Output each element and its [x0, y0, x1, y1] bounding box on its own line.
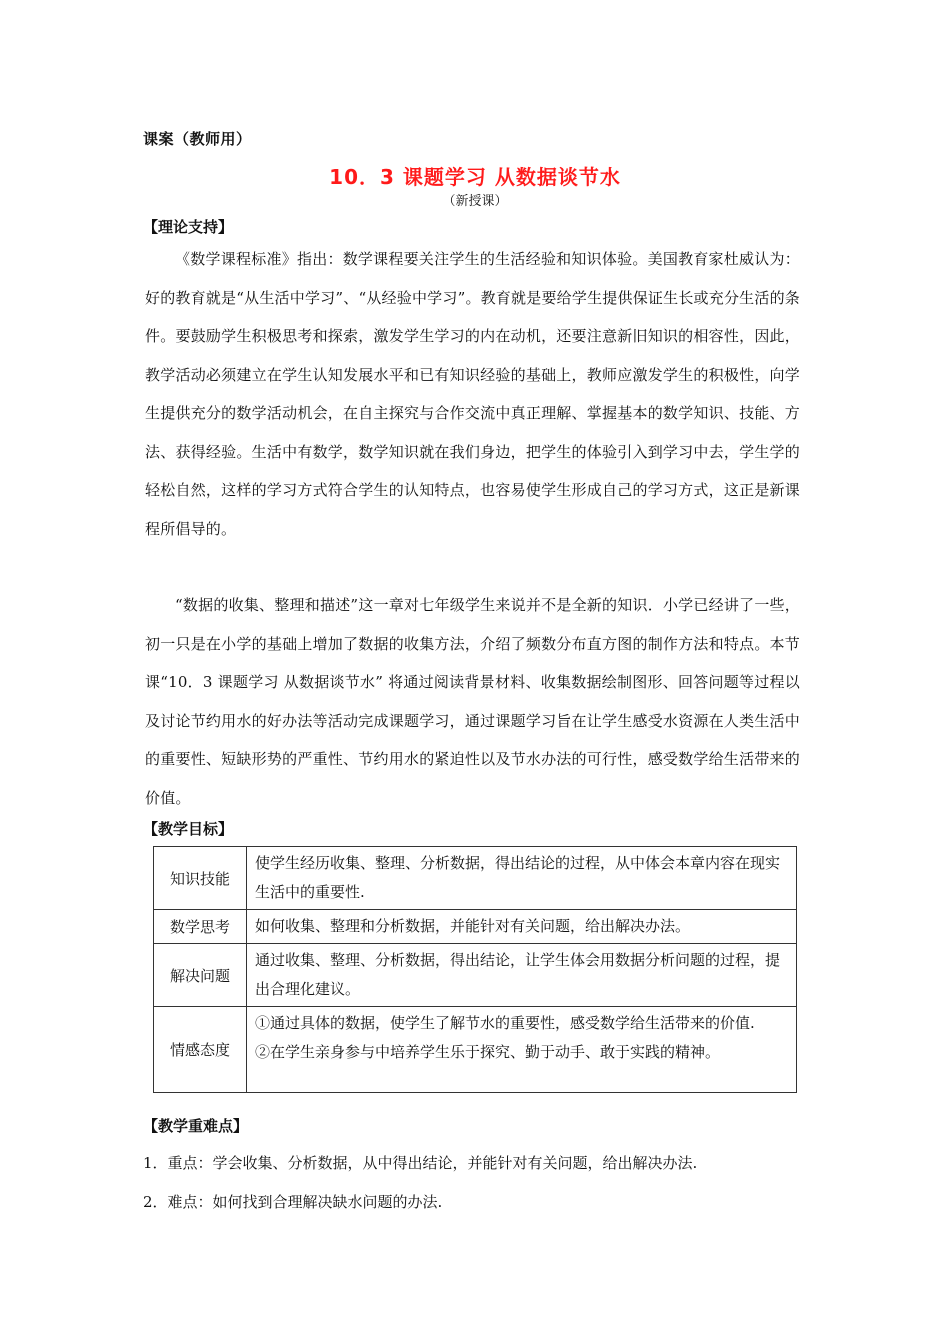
table-row: [154, 910, 797, 944]
goals-table: [153, 846, 797, 1093]
goal-description-line-2: ②在学生亲身参与中培养学生乐于探究、勤于动手、敢于实践的精神。: [255, 1043, 721, 1061]
goal-description: 如何收集、整理和分析数据，并能针对有关问题，给出解决办法。: [247, 910, 797, 944]
keypoint-item: 2．难点：如何找到合理解决缺水问题的办法.: [143, 1193, 443, 1211]
theory-paragraph-1: 《数学课程标准》指出：数学课程要关注学生的生活经验和知识体验。美国教育家杜威认为：好的教育就是“从生活中学习”、“从经验中学习”。教育就是要给学生提供保证生长或充分生活的条件。要鼓励学生积极思考和探索，激发学生学习的内在动机，还要注意新旧知识的相容性，因此，教学活动必须建立在学生认知发展水平和已有知识经验的基础上，教师应激发学生的积极性，向学生提供充分的数学活动机会，在自主探究与合作交流中真正理解、掌握基本的数学知识、技能、方法、获得经验。生活中有数学，数学知识就在我们身边，把学生的体验引入到学习中去，学生学的轻松自然，这样的学习方式符合学生的认知特点，也容易使学生形成自己的学习方式，这正是新课程所倡导的。: [145, 250, 800, 538]
goal-description: [247, 1007, 797, 1093]
table-row: [154, 847, 797, 910]
page-subtitle: （新授课）: [442, 194, 508, 209]
goal-description: 通过收集、整理、分析数据，得出结论，让学生体会用数据分析问题的过程，提出合理化建议。: [247, 944, 797, 1007]
page-title: 10．3 课题学习 从数据谈节水: [329, 165, 621, 189]
section-heading-goals: 【教学目标】: [143, 820, 234, 838]
section-heading-theory: 【理论支持】: [143, 218, 234, 236]
header-label: 课案（教师用）: [143, 130, 252, 148]
goal-category: 解决问题: [154, 944, 247, 1007]
goal-category: 数学思考: [154, 910, 247, 944]
goal-category: 知识技能: [154, 847, 247, 910]
table-row: [154, 1007, 797, 1093]
section-heading-keypoints: 【教学重难点】: [143, 1117, 249, 1135]
keypoint-item: 1．重点：学会收集、分析数据，从中得出结论，并能针对有关问题，给出解决办法.: [143, 1154, 698, 1172]
goal-category: 情感态度: [154, 1007, 247, 1093]
theory-paragraph-2: “数据的收集、整理和描述”这一章对七年级学生来说并不是全新的知识．小学已经讲了一些，初一只是在小学的基础上增加了数据的收集方法，介绍了频数分布直方图的制作方法和特点。本节课“10．3 课题学习 从数据谈节水” 将通过阅读背景材料、收集数据绘制图形、回答问题等过程以及讨论节约用水的好办法等活动完成课题学习，通过课题学习旨在让学生感受水资源在人类生活中的重要性、短缺形势的严重性、节约用水的紧迫性以及节水办法的可行性，感受数学给生活带来的价值。: [145, 596, 800, 807]
goal-description: 使学生经历收集、整理、分析数据，得出结论的过程，从中体会本章内容在现实生活中的重要性.: [247, 847, 797, 910]
goal-description-line-1: ①通过具体的数据，使学生了解节水的重要性，感受数学给生活带来的价值.: [255, 1014, 755, 1032]
table-row: [154, 944, 797, 1007]
